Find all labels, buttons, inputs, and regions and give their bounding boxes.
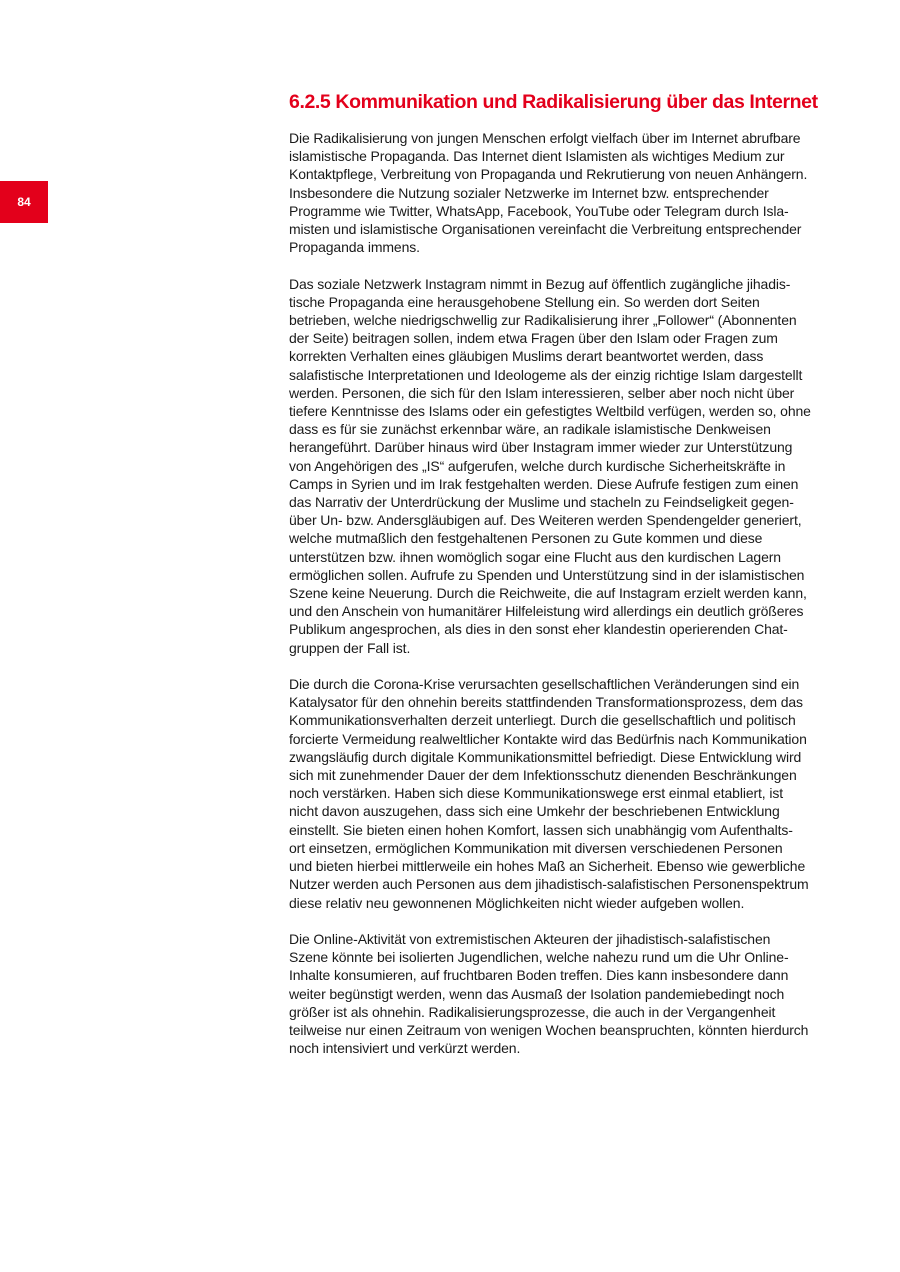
text-line: forcierte Vermeidung realweltlicher Kontakte wird das Bedürfnis nach Kommunikation: [289, 730, 807, 747]
text-line: unterstützen bzw. ihnen womöglich sogar eine Flucht aus den kurdischen Lagern: [289, 548, 781, 565]
text-line: dass es für sie zunächst erkennbar wäre, an radikale islamistische Denkweisen: [289, 421, 771, 438]
text-line: Die durch die Corona-Krise verursachten gesellschaftlichen Veränderungen sind ein: [289, 676, 800, 693]
text-line: Die Radikalisierung von jungen Menschen erfolgt vielfach über im Internet abrufbare: [289, 130, 801, 146]
section-title: 6.2.5 Kommunikation und Radikalisierung über das Internet: [289, 91, 818, 113]
text-line: einstellt. Sie bieten einen hohen Komfort, lassen sich unabhängig vom Aufenthalts-: [289, 821, 793, 838]
text-line: Insbesondere die Nutzung sozialer Netzwerke im Internet bzw. entsprechender: [289, 184, 769, 201]
text-line: Die Online-Aktivität von extremistischen Akteuren der jihadistisch-salafistischen: [289, 930, 771, 947]
text-line: diese relativ neu gewonnenen Möglichkeiten nicht wieder aufgeben wollen.: [289, 894, 745, 911]
text-line: noch intensiviert und verkürzt werden.: [289, 1040, 521, 1057]
text-line: Camps in Syrien und im Irak festgehalten werden. Diese Aufrufe festigen zum einen: [289, 475, 799, 492]
text-line: misten und islamistische Organisationen vereinfacht die Verbreitung entsprechender: [289, 221, 802, 238]
text-line: Propaganda immens.: [289, 239, 420, 256]
text-line: der Seite) beitragen sollen, indem etwa Fragen über den Islam oder Fragen zum: [289, 330, 778, 347]
text-line: tische Propaganda eine herausgehobene Stellung ein. So werden dort Seiten: [289, 293, 760, 310]
text-line: Inhalte konsumieren, auf fruchtbaren Boden treffen. Dies kann insbesondere dann: [289, 967, 789, 984]
text-line: herangeführt. Darüber hinaus wird über Instagram immer wieder zur Unterstützung: [289, 439, 793, 456]
text-line: teilweise nur einen Zeitraum von wenigen Wochen beanspruchten, könnten hierdurch: [289, 1021, 809, 1038]
text-line: weiter begünstigt werden, wenn das Ausmaß der Isolation pandemiebedingt noch: [289, 985, 785, 1002]
text-line: über Un- bzw. Andersgläubigen auf. Des Weiteren werden Spendengelder generiert,: [289, 512, 802, 529]
text-line: ermöglichen sollen. Aufrufe zu Spenden und Unterstützung sind in der islamistischen: [289, 566, 805, 583]
text-line: und den Anschein von humanitärer Hilfeleistung wird allerdings ein deutlich größeres: [289, 603, 804, 620]
text-line: Programme wie Twitter, WhatsApp, Facebook, YouTube oder Telegram durch Isla-: [289, 202, 789, 219]
text-line: gruppen der Fall ist.: [289, 639, 411, 656]
text-line: ort einsetzen, ermöglichen Kommunikation mit diversen verschiedenen Personen: [289, 839, 783, 856]
text-line: werden. Personen, die sich für den Islam interessieren, selber aber noch nicht über: [289, 384, 795, 401]
paragraph: [289, 930, 837, 1057]
main-content: [289, 88, 837, 1076]
body-text: [289, 129, 837, 1057]
paragraph: [289, 675, 837, 912]
page-number-tab: [0, 181, 48, 223]
text-line: das Narrativ der Unterdrückung der Muslime und stacheln zu Feindseligkeit gegen-: [289, 494, 794, 511]
page-number: 84: [17, 195, 31, 209]
text-line: Publikum angesprochen, als dies in den sonst eher klandestin operierenden Chat-: [289, 621, 788, 638]
text-line: größer ist als ohnehin. Radikalisierungsprozesse, die auch in der Vergangenheit: [289, 1003, 776, 1020]
text-line: betrieben, welche niedrigschwellig zur Radikalisierung ihrer „Follower“ (Abonnenten: [289, 312, 797, 329]
text-line: Katalysator für den ohnehin bereits stattfindenden Transformationsprozess, dem das: [289, 694, 803, 711]
text-line: Nutzer werden auch Personen aus dem jihadistisch-salafistischen Personenspektrum: [289, 876, 809, 893]
text-line: Kommunikationsverhalten derzeit unterliegt. Durch die gesellschaftlich und politisch: [289, 712, 796, 729]
text-line: noch verstärken. Haben sich diese Kommunikationswege erst einmal etabliert, ist: [289, 785, 783, 802]
text-line: zwangsläufig durch digitale Kommunikationsmittel befriedigt. Diese Entwicklung wird: [289, 748, 802, 765]
text-line: tiefere Kenntnisse des Islams oder ein gefestigtes Weltbild verfügen, werden so, ohne: [289, 403, 811, 420]
text-line: Das soziale Netzwerk Instagram nimmt in Bezug auf öffentlich zugängliche jihadis-: [289, 275, 791, 292]
text-line: salafistische Interpretationen und Ideologeme als der einzig richtige Islam dargestellt: [289, 366, 803, 383]
paragraph: [289, 129, 837, 256]
text-line: korrekten Verhalten eines gläubigen Muslims derart beantwortet werden, dass: [289, 348, 764, 365]
text-line: Szene könnte bei isolierten Jugendlichen, welche nahezu rund um die Uhr Online-: [289, 949, 789, 966]
text-line: von Angehörigen des „IS“ aufgerufen, welche durch kurdische Sicherheitskräfte in: [289, 457, 786, 474]
text-line: nicht davon auszugehen, dass sich eine Umkehr der beschriebenen Entwicklung: [289, 803, 780, 820]
text-line: und bieten hierbei mittlerweile ein hohes Maß an Sicherheit. Ebenso wie gewerbliche: [289, 858, 806, 875]
text-line: islamistische Propaganda. Das Internet dient Islamisten als wichtiges Medium zur: [289, 148, 785, 165]
text-line: Kontaktpflege, Verbreitung von Propaganda und Rekrutierung von neuen Anhängern.: [289, 166, 808, 183]
text-line: sich mit zunehmender Dauer der dem Infektionsschutz dienenden Beschränkungen: [289, 767, 797, 784]
text-line: Szene keine Neuerung. Durch die Reichweite, die auf Instagram erzielt werden kann,: [289, 585, 807, 602]
paragraph: [289, 275, 837, 657]
text-line: welche mutmaßlich den festgehaltenen Personen zu Gute kommen und diese: [289, 530, 763, 547]
